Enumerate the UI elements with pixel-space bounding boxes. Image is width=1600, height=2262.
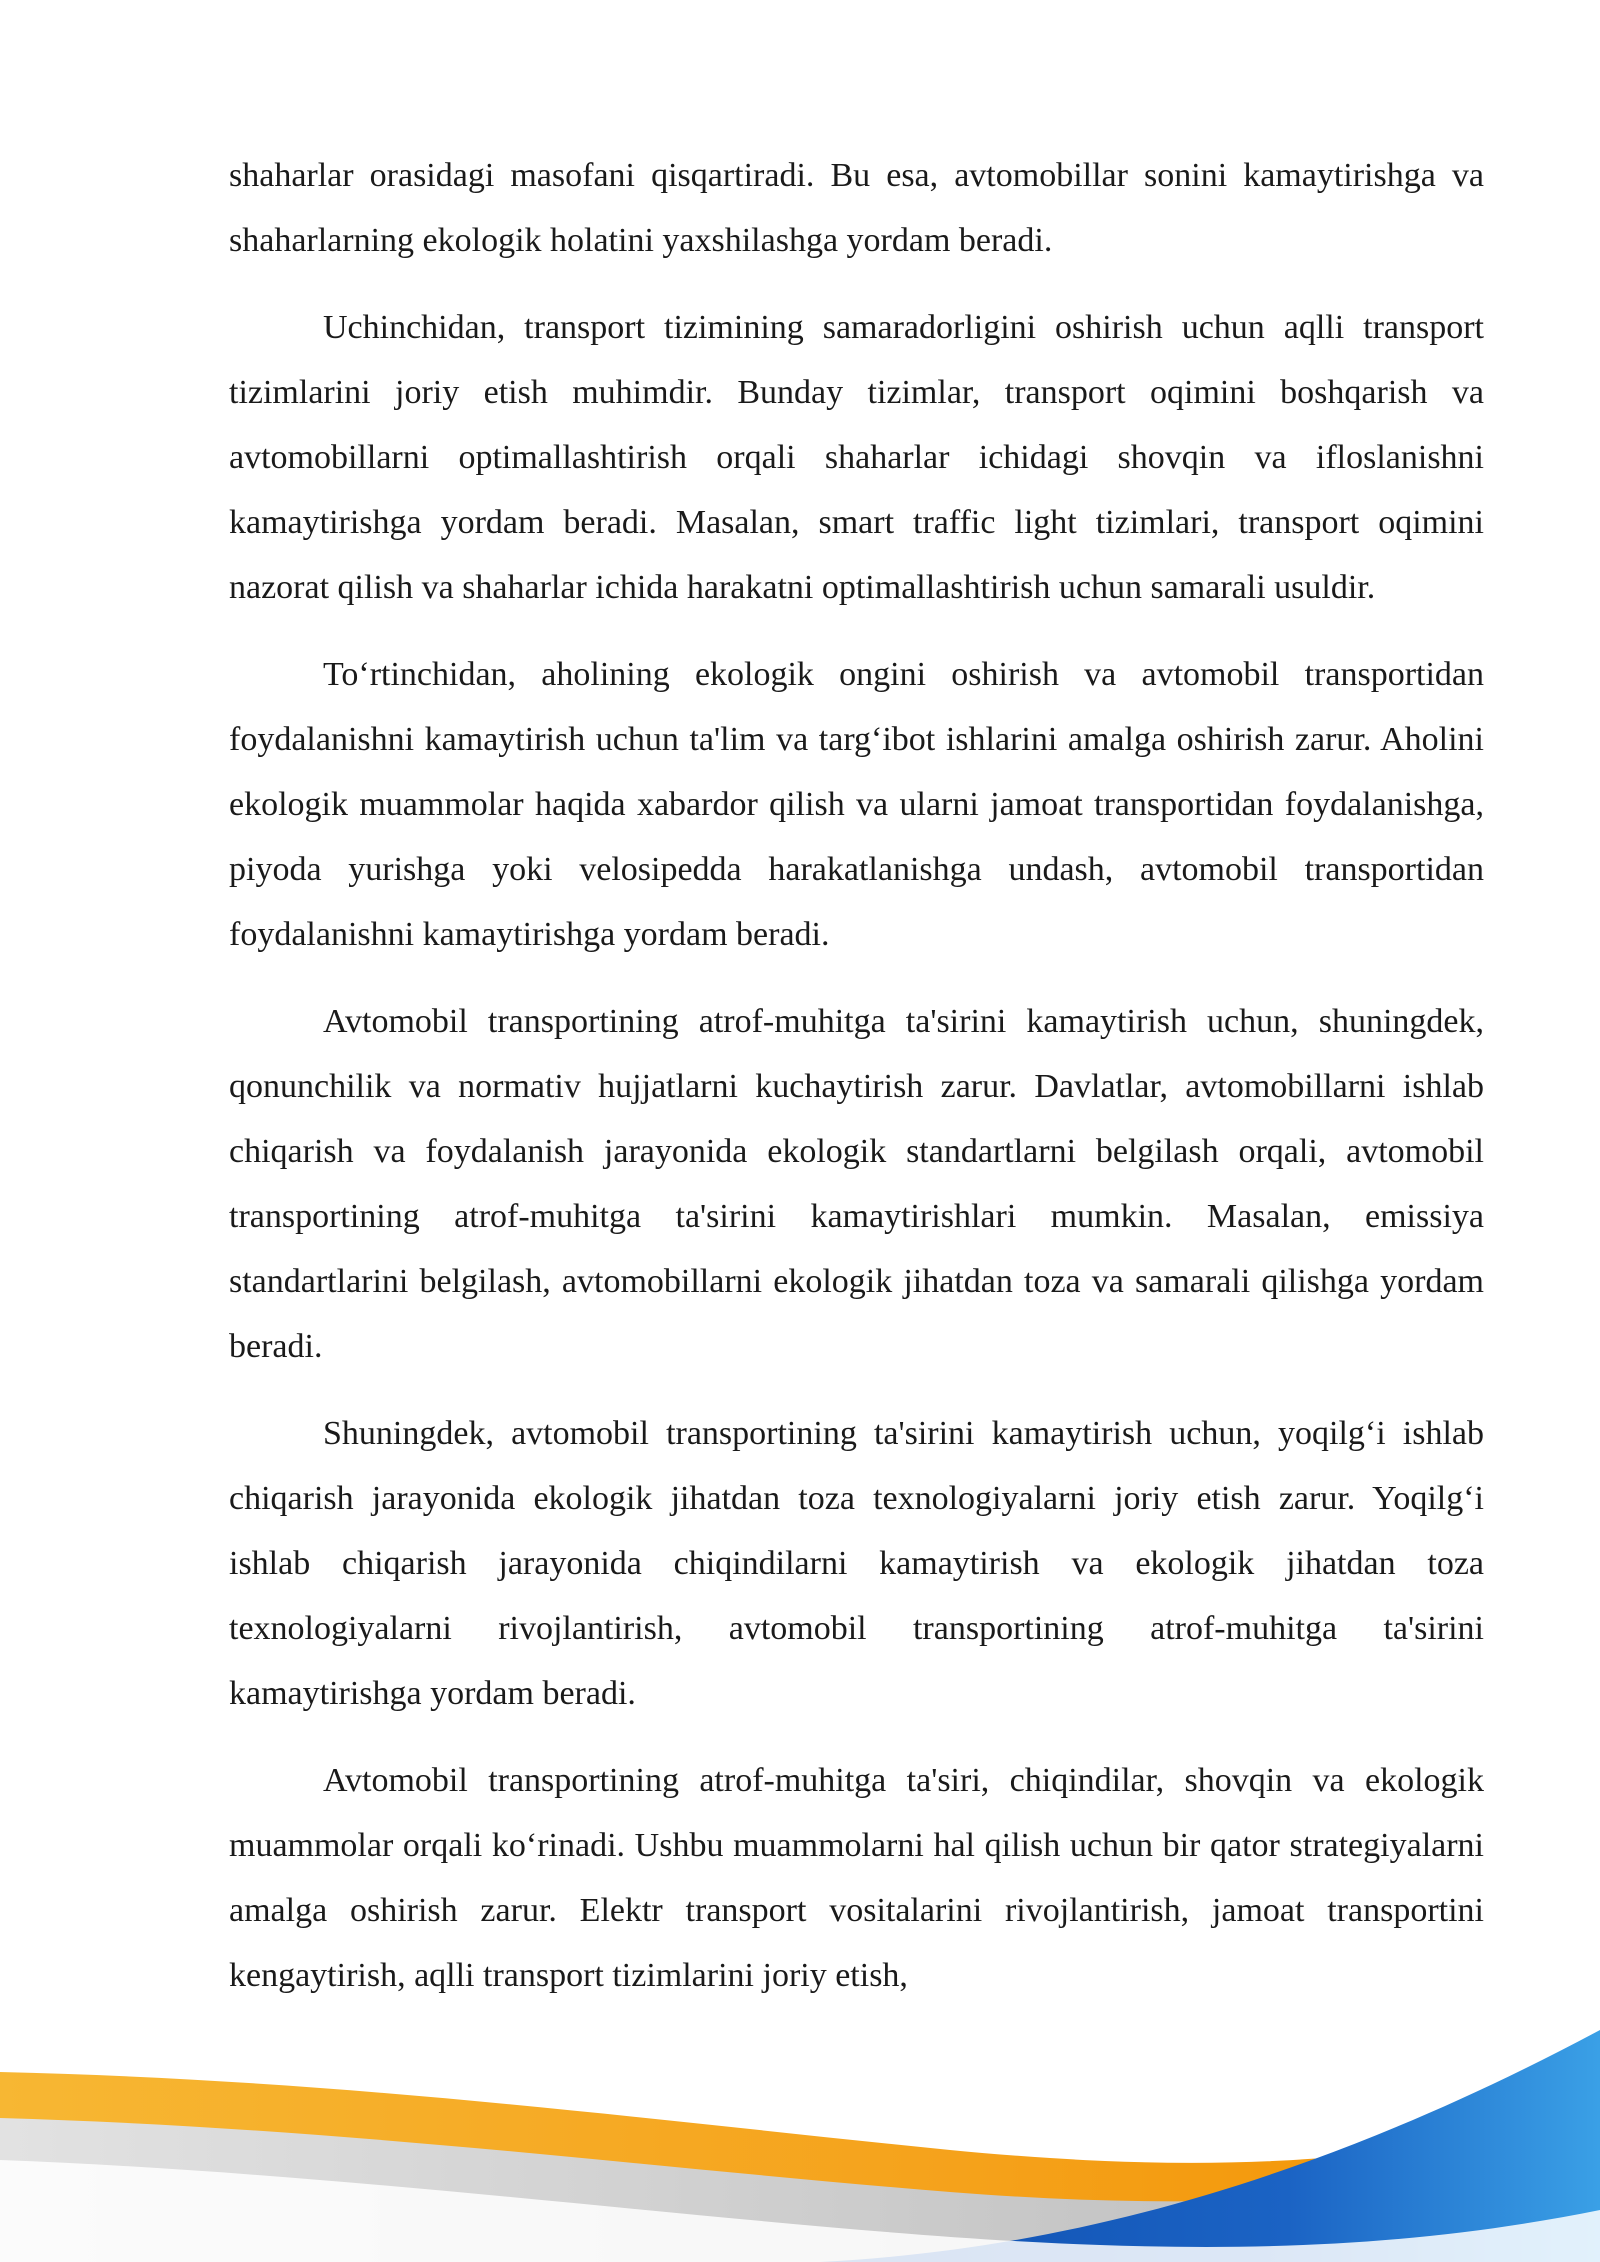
paragraph-2: Uchinchidan, transport tizimining samaradorligini oshirish uchun aqlli transport tizimlarini joriy etish muhimdir. Bunday tizimlar, transport oqimini boshqarish va avtomobillarni optimallashtirish orqali shaharlar ichidagi shovqin va ifloslanishni kamaytirishga yordam beradi. Masalan, smart traffic light tizimlari, transport oqimini nazorat qilish va shaharlar ichida harakatni optimallashtirish uchun samarali usuldir. (229, 309, 1484, 606)
paragraph-3: To‘rtinchidan, aholining ekologik ongini oshirish va avtomobil transportidan foydalanishni kamaytirish uchun ta'lim va targ‘ibot ishlarini amalga oshirish zarur. Aholini ekologik muammolar haqida xabardor qilish va ularni jamoat transportidan foydalanishga, piyoda yurishga yoki velosipedda harakatlanishga undash, avtomobil transportidan foydalanishni kamaytirishga yordam beradi. (229, 656, 1484, 953)
paragraph-4: Avtomobil transportining atrof-muhitga ta'sirini kamaytirish uchun, shuningdek, qonunchilik va normativ hujjatlarni kuchaytirish zarur. Davlatlar, avtomobillarni ishlab chiqarish va foydalanish jarayonida ekologik standartlarni belgilash orqali, avtomobil transportining atrof-muhitga ta'sirini kamaytirishlari mumkin. Masalan, emissiya standartlarini belgilash, avtomobillarni ekologik jihatdan toza va samarali qilishga yordam beradi. (229, 1003, 1484, 1365)
paragraph-6: Avtomobil transportining atrof-muhitga ta'siri, chiqindilar, shovqin va ekologik muammolar orqali ko‘rinadi. Ushbu muammolarni hal qilish uchun bir qator strategiyalarni amalga oshirish zarur. Elektr transport vositalarini rivojlantirish, jamoat transportini kengaytirish, aqlli transport tizimlarini joriy etish, (229, 1762, 1484, 1994)
paragraph-5: Shuningdek, avtomobil transportining ta'sirini kamaytirish uchun, yoqilg‘i ishlab chiqarish jarayonida ekologik jihatdan toza texnologiyalarni joriy etish zarur. Yoqilg‘i ishlab chiqarish jarayonida chiqindilarni kamaytirish va ekologik jihatdan toza texnologiyalarni rivojlantirish, avtomobil transportining atrof-muhitga ta'sirini kamaytirishga yordam beradi. (229, 1415, 1484, 1712)
footer-wave-decoration (0, 2000, 1600, 2262)
document-body (229, 143, 1484, 2030)
paragraph-1: shaharlar orasidagi masofani qisqartiradi. Bu esa, avtomobillar sonini kamaytirishga va shaharlarning ekologik holatini yaxshilashga yordam beradi. (229, 157, 1484, 259)
